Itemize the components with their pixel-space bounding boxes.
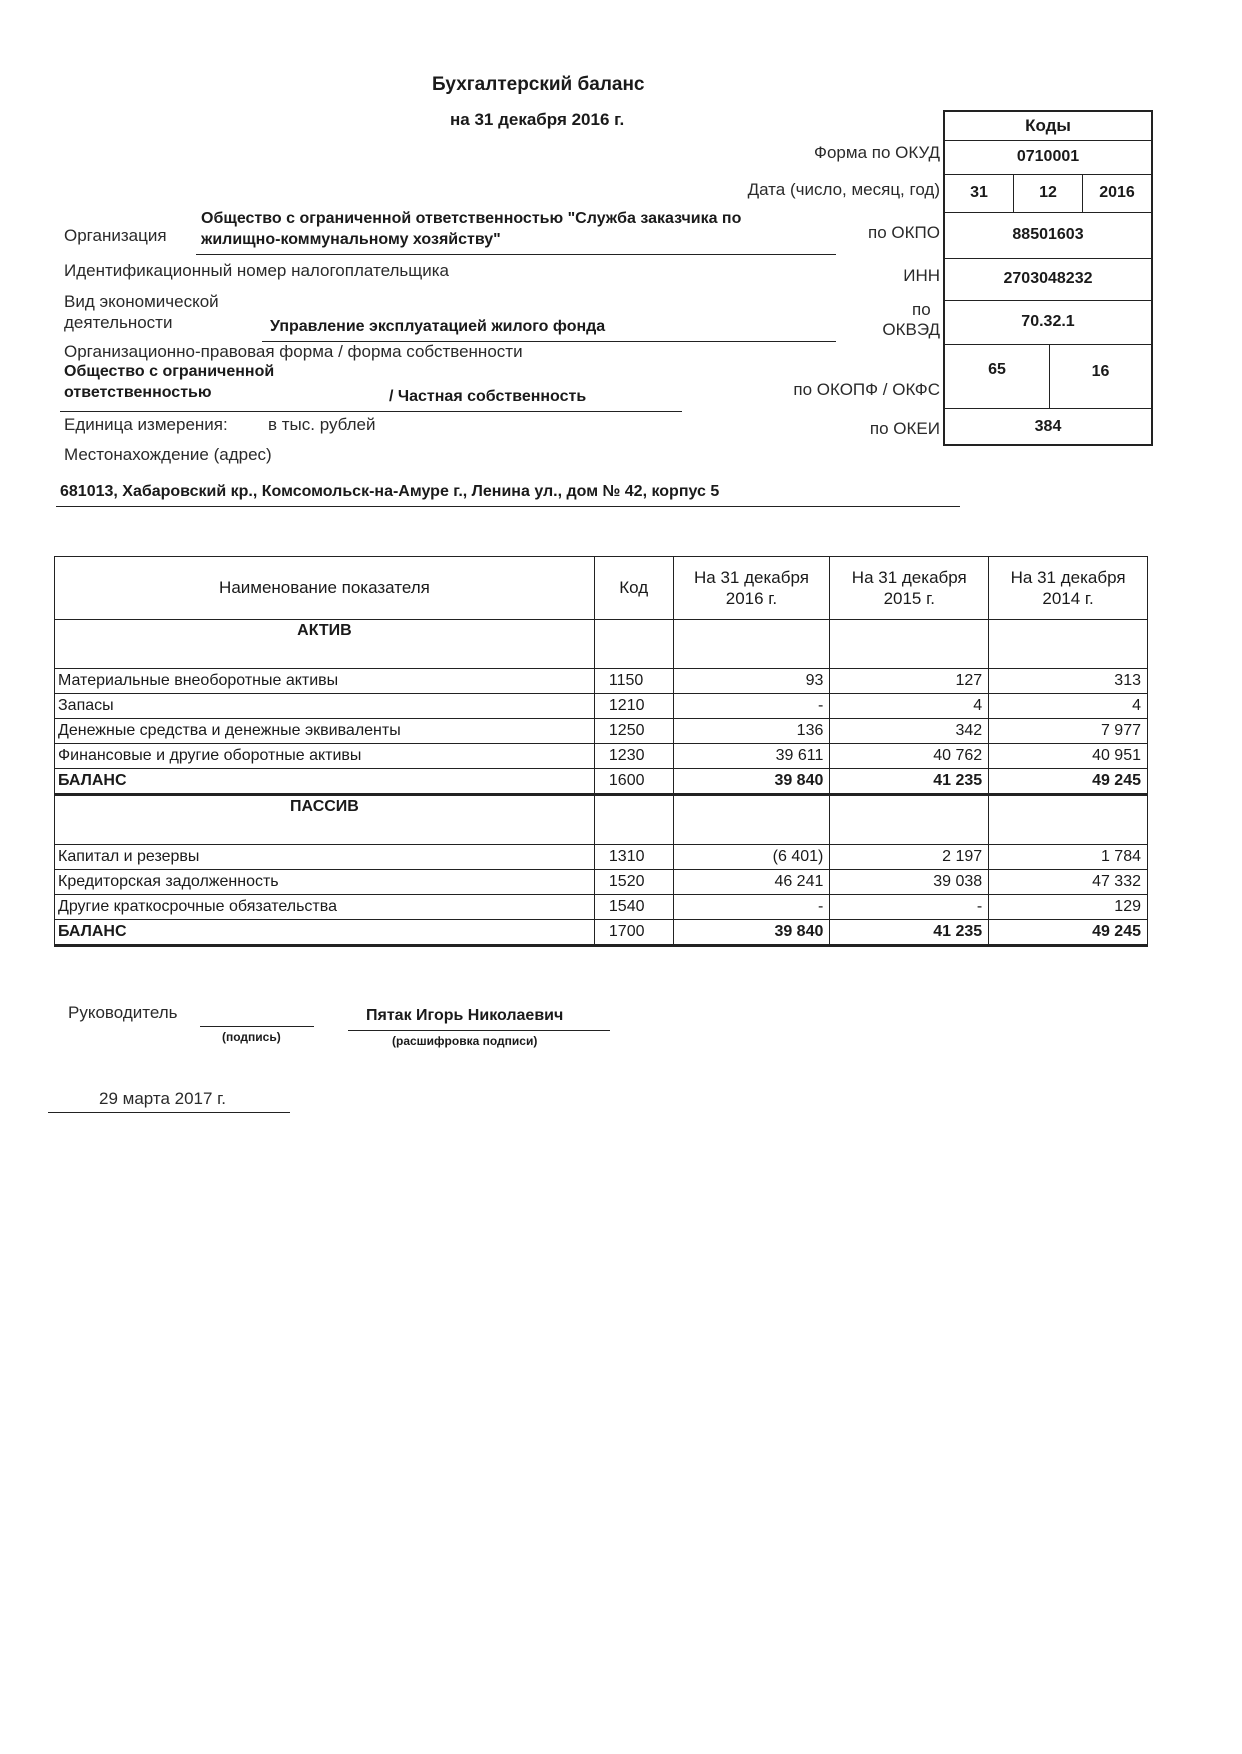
table-row: Капитал и резервы 1310 (6 401) 2 197 1 784 <box>55 845 1148 870</box>
okud-label: Форма по ОКУД <box>814 143 940 162</box>
ownership-value: / Частная собственность <box>389 388 587 405</box>
legal-form-label: Организационно-правовая форма / форма собственности <box>64 342 523 361</box>
okved-code: 70.32.1 <box>1021 313 1075 330</box>
inn-caption: Идентификационный номер налогоплательщика <box>64 261 449 280</box>
okopf-okfs-label: по ОКОПФ / ОКФС <box>793 380 940 399</box>
okved-label-2: ОКВЭД <box>882 320 940 339</box>
address-value: 681013, Хабаровский кр., Комсомольск-на-Амуре г., Ленина ул., дом № 42, корпус 5 <box>60 483 720 500</box>
header-2015: На 31 декабря 2015 г. <box>830 557 989 620</box>
signature-caption: (подпись) <box>222 1030 281 1044</box>
activity-label-1: Вид экономической <box>64 292 219 311</box>
asset-section-title: АКТИВ <box>55 620 595 669</box>
okved-label-1: по <box>912 300 931 319</box>
table-row: Другие краткосрочные обязательства 1540 - - 129 <box>55 895 1148 920</box>
table-row: Запасы 1210 - 4 4 <box>55 694 1148 719</box>
signature-role: Руководитель <box>68 1003 178 1022</box>
date-year: 2016 <box>1099 184 1135 201</box>
date-day: 31 <box>970 184 988 201</box>
table-row: Кредиторская задолженность 1520 46 241 39 038 47 332 <box>55 870 1148 895</box>
okud-code: 0710001 <box>1016 148 1080 165</box>
signatory-name: Пятак Игорь Николаевич <box>366 1007 564 1024</box>
header-2014: На 31 декабря 2014 г. <box>989 557 1148 620</box>
activity-label-2: деятельности <box>64 313 173 332</box>
page-subtitle: на 31 декабря 2016 г. <box>450 110 625 129</box>
table-row: Материальные внеоборотные активы 1150 93 127 313 <box>55 669 1148 694</box>
address-label: Местонахождение (адрес) <box>64 445 272 464</box>
date-label: Дата (число, месяц, год) <box>747 180 940 199</box>
table-row: Финансовые и другие оборотные активы 1230 39 611 40 762 40 951 <box>55 744 1148 769</box>
org-name-line2: жилищно-коммунальному хозяйству" <box>201 231 501 248</box>
liability-total-row: БАЛАНС 1700 39 840 41 235 49 245 <box>55 920 1148 946</box>
table-row: Денежные средства и денежные эквиваленты 1250 136 342 7 977 <box>55 719 1148 744</box>
okopf-code: 65 <box>988 361 1006 378</box>
unit-label: Единица измерения: <box>64 415 228 434</box>
org-name-line1: Общество с ограниченной ответственностью "Служба заказчика по <box>201 210 742 227</box>
legal-form-line1: Общество с ограниченной <box>64 363 275 380</box>
balance-table <box>54 556 1148 947</box>
signature-date: 29 марта 2017 г. <box>99 1089 227 1108</box>
asset-total-row: БАЛАНС 1600 39 840 41 235 49 245 <box>55 769 1148 795</box>
unit-value: в тыс. рублей <box>268 415 376 434</box>
header-code: Код <box>594 557 673 620</box>
okpo-code: 88501603 <box>1012 226 1084 243</box>
activity-value: Управление эксплуатацией жилого фонда <box>270 318 606 335</box>
organization-label: Организация <box>64 226 167 245</box>
date-month: 12 <box>1039 184 1057 201</box>
okpo-label: по ОКПО <box>868 223 940 242</box>
codes-box <box>943 110 1153 446</box>
inn-code: 2703048232 <box>1003 270 1093 287</box>
liability-section-row <box>55 795 1148 845</box>
inn-label: ИНН <box>903 266 940 285</box>
header-name: Наименование показателя <box>55 557 595 620</box>
codes-header: Коды <box>945 112 1151 141</box>
header-2016: На 31 декабря 2016 г. <box>673 557 830 620</box>
okei-label: по ОКЕИ <box>869 419 940 438</box>
okfs-code: 16 <box>1091 363 1110 380</box>
okei-code: 384 <box>1034 417 1062 435</box>
liability-section-title: ПАССИВ <box>55 795 595 845</box>
signatory-name-caption: (расшифровка подписи) <box>392 1034 538 1048</box>
asset-section-row <box>55 620 1148 669</box>
legal-form-line2: ответственностью <box>64 384 212 401</box>
page-title: Бухгалтерский баланс <box>432 74 645 95</box>
